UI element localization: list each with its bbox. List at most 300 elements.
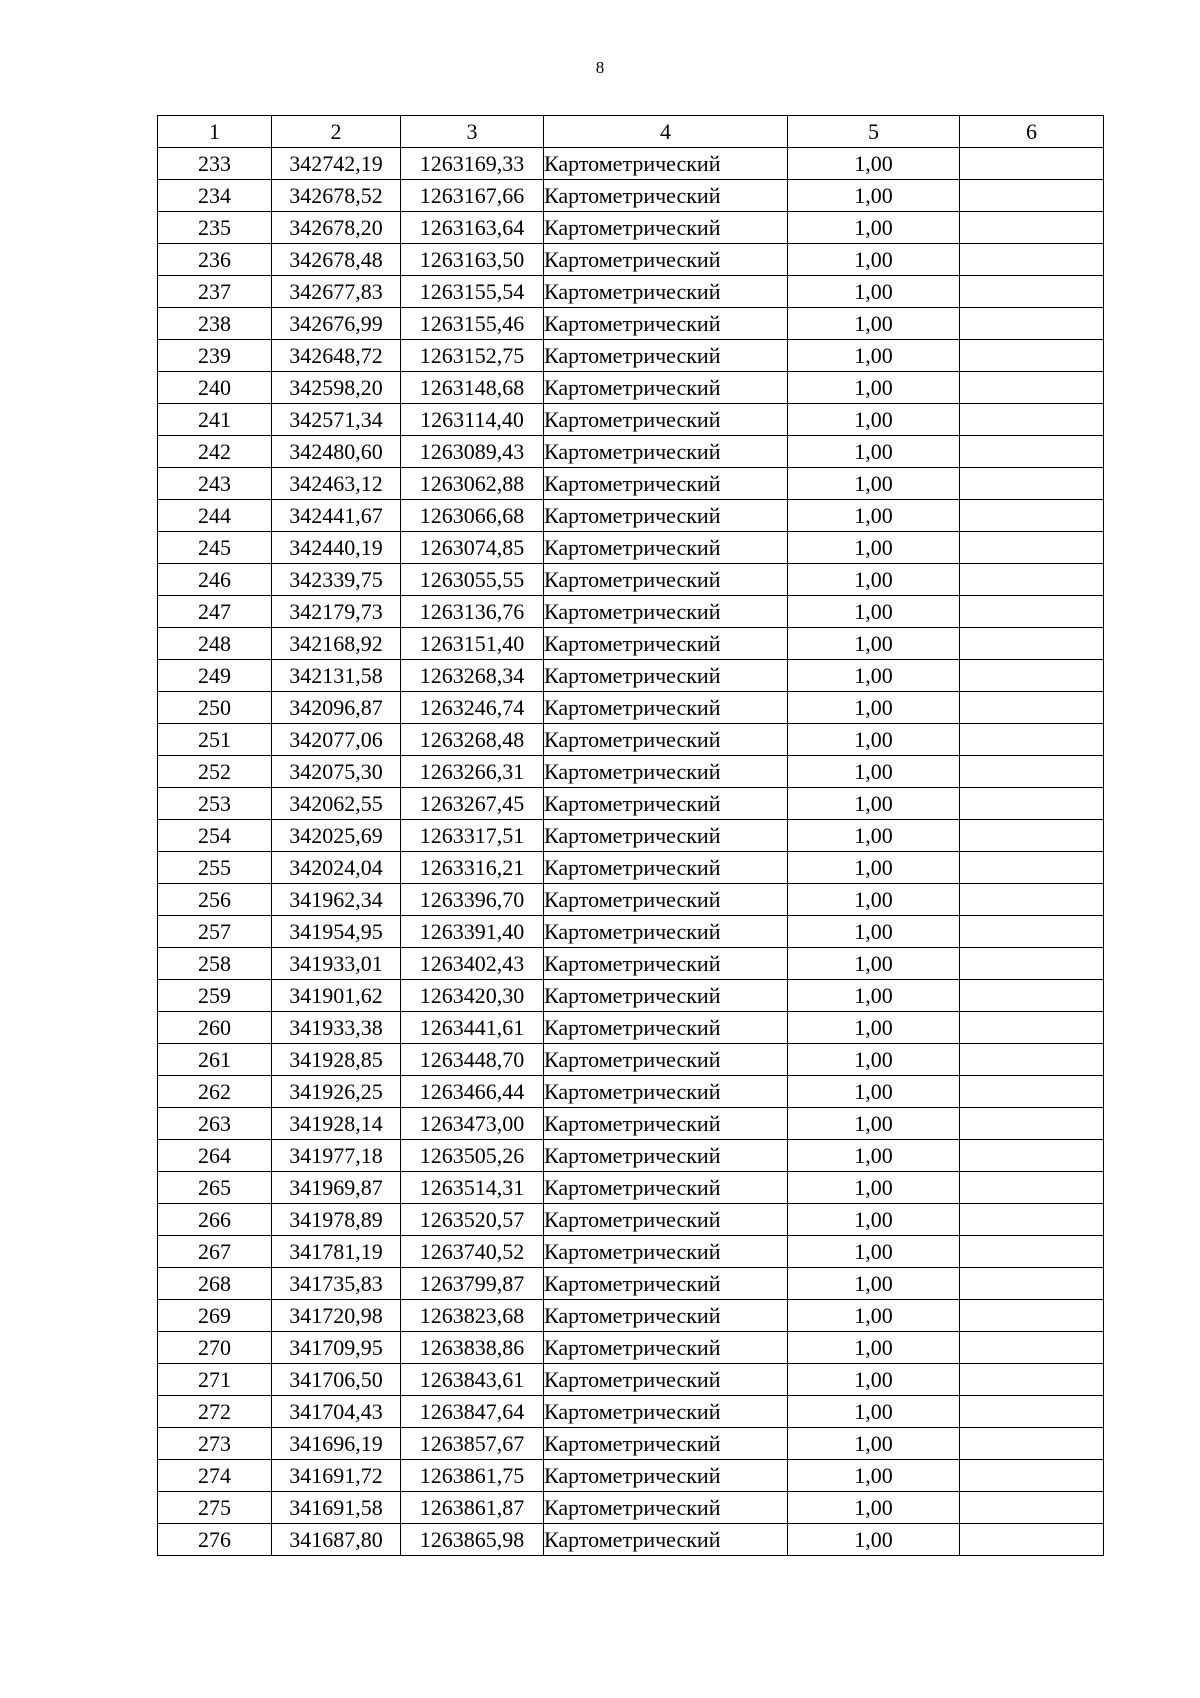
x-coordinate-cell: 341720,98 — [272, 1300, 401, 1332]
x-coordinate-cell: 342742,19 — [272, 148, 401, 180]
x-coordinate-cell: 341696,19 — [272, 1428, 401, 1460]
header-cell-1: 1 — [158, 116, 272, 148]
point-number-cell: 246 — [158, 564, 272, 596]
header-cell-6: 6 — [960, 116, 1104, 148]
method-cell: Картометрический — [544, 1396, 788, 1428]
x-coordinate-cell: 342096,87 — [272, 692, 401, 724]
extra-cell — [960, 372, 1104, 404]
extra-cell — [960, 1396, 1104, 1428]
method-cell: Картометрический — [544, 1172, 788, 1204]
point-number-cell: 256 — [158, 884, 272, 916]
method-cell: Картометрический — [544, 724, 788, 756]
accuracy-cell: 1,00 — [788, 692, 960, 724]
point-number-cell: 251 — [158, 724, 272, 756]
method-cell: Картометрический — [544, 532, 788, 564]
table-row — [158, 468, 1104, 500]
y-coordinate-cell: 1263155,46 — [401, 308, 544, 340]
extra-cell — [960, 276, 1104, 308]
x-coordinate-cell: 341928,14 — [272, 1108, 401, 1140]
method-cell: Картометрический — [544, 340, 788, 372]
point-number-cell: 245 — [158, 532, 272, 564]
table-row — [158, 1076, 1104, 1108]
accuracy-cell: 1,00 — [788, 468, 960, 500]
point-number-cell: 255 — [158, 852, 272, 884]
point-number-cell: 273 — [158, 1428, 272, 1460]
y-coordinate-cell: 1263823,68 — [401, 1300, 544, 1332]
method-cell: Картометрический — [544, 244, 788, 276]
point-number-cell: 269 — [158, 1300, 272, 1332]
y-coordinate-cell: 1263441,61 — [401, 1012, 544, 1044]
extra-cell — [960, 596, 1104, 628]
method-cell: Картометрический — [544, 276, 788, 308]
y-coordinate-cell: 1263151,40 — [401, 628, 544, 660]
accuracy-cell: 1,00 — [788, 276, 960, 308]
y-coordinate-cell: 1263155,54 — [401, 276, 544, 308]
accuracy-cell: 1,00 — [788, 756, 960, 788]
method-cell: Картометрический — [544, 756, 788, 788]
table-row — [158, 660, 1104, 692]
method-cell: Картометрический — [544, 1076, 788, 1108]
accuracy-cell: 1,00 — [788, 148, 960, 180]
table-row — [158, 916, 1104, 948]
x-coordinate-cell: 341954,95 — [272, 916, 401, 948]
table-row — [158, 948, 1104, 980]
accuracy-cell: 1,00 — [788, 724, 960, 756]
accuracy-cell: 1,00 — [788, 596, 960, 628]
y-coordinate-cell: 1263089,43 — [401, 436, 544, 468]
point-number-cell: 235 — [158, 212, 272, 244]
table-row — [158, 180, 1104, 212]
method-cell: Картометрический — [544, 660, 788, 692]
method-cell: Картометрический — [544, 404, 788, 436]
table-header — [158, 116, 1104, 148]
table-row — [158, 1428, 1104, 1460]
point-number-cell: 237 — [158, 276, 272, 308]
method-cell: Картометрический — [544, 500, 788, 532]
method-cell: Картометрический — [544, 820, 788, 852]
point-number-cell: 275 — [158, 1492, 272, 1524]
y-coordinate-cell: 1263402,43 — [401, 948, 544, 980]
method-cell: Картометрический — [544, 852, 788, 884]
y-coordinate-cell: 1263074,85 — [401, 532, 544, 564]
method-cell: Картометрический — [544, 628, 788, 660]
header-row — [158, 116, 1104, 148]
extra-cell — [960, 1364, 1104, 1396]
y-coordinate-cell: 1263520,57 — [401, 1204, 544, 1236]
table-row — [158, 308, 1104, 340]
x-coordinate-cell: 342677,83 — [272, 276, 401, 308]
y-coordinate-cell: 1263148,68 — [401, 372, 544, 404]
table-row — [158, 788, 1104, 820]
y-coordinate-cell: 1263066,68 — [401, 500, 544, 532]
extra-cell — [960, 308, 1104, 340]
y-coordinate-cell: 1263062,88 — [401, 468, 544, 500]
extra-cell — [960, 1140, 1104, 1172]
coordinates-table — [157, 115, 1104, 1556]
extra-cell — [960, 212, 1104, 244]
table-row — [158, 1268, 1104, 1300]
method-cell: Картометрический — [544, 1332, 788, 1364]
extra-cell — [960, 1524, 1104, 1556]
point-number-cell: 233 — [158, 148, 272, 180]
accuracy-cell: 1,00 — [788, 1300, 960, 1332]
point-number-cell: 257 — [158, 916, 272, 948]
method-cell: Картометрический — [544, 596, 788, 628]
y-coordinate-cell: 1263843,61 — [401, 1364, 544, 1396]
extra-cell — [960, 436, 1104, 468]
extra-cell — [960, 1268, 1104, 1300]
extra-cell — [960, 1460, 1104, 1492]
x-coordinate-cell: 341781,19 — [272, 1236, 401, 1268]
table-row — [158, 1012, 1104, 1044]
y-coordinate-cell: 1263114,40 — [401, 404, 544, 436]
header-cell-2: 2 — [272, 116, 401, 148]
point-number-cell: 262 — [158, 1076, 272, 1108]
table-row — [158, 1108, 1104, 1140]
accuracy-cell: 1,00 — [788, 1268, 960, 1300]
y-coordinate-cell: 1263865,98 — [401, 1524, 544, 1556]
y-coordinate-cell: 1263857,67 — [401, 1428, 544, 1460]
table-row — [158, 596, 1104, 628]
accuracy-cell: 1,00 — [788, 660, 960, 692]
accuracy-cell: 1,00 — [788, 1076, 960, 1108]
x-coordinate-cell: 342676,99 — [272, 308, 401, 340]
table-row — [158, 148, 1104, 180]
y-coordinate-cell: 1263396,70 — [401, 884, 544, 916]
y-coordinate-cell: 1263466,44 — [401, 1076, 544, 1108]
point-number-cell: 242 — [158, 436, 272, 468]
table-row — [158, 980, 1104, 1012]
method-cell: Картометрический — [544, 436, 788, 468]
accuracy-cell: 1,00 — [788, 212, 960, 244]
x-coordinate-cell: 341978,89 — [272, 1204, 401, 1236]
y-coordinate-cell: 1263505,26 — [401, 1140, 544, 1172]
table-row — [158, 724, 1104, 756]
accuracy-cell: 1,00 — [788, 1140, 960, 1172]
accuracy-cell: 1,00 — [788, 308, 960, 340]
extra-cell — [960, 500, 1104, 532]
table-row — [158, 212, 1104, 244]
extra-cell — [960, 340, 1104, 372]
x-coordinate-cell: 341901,62 — [272, 980, 401, 1012]
accuracy-cell: 1,00 — [788, 852, 960, 884]
y-coordinate-cell: 1263266,31 — [401, 756, 544, 788]
extra-cell — [960, 1300, 1104, 1332]
accuracy-cell: 1,00 — [788, 1332, 960, 1364]
extra-cell — [960, 404, 1104, 436]
table-row — [158, 852, 1104, 884]
point-number-cell: 276 — [158, 1524, 272, 1556]
y-coordinate-cell: 1263448,70 — [401, 1044, 544, 1076]
x-coordinate-cell: 342463,12 — [272, 468, 401, 500]
accuracy-cell: 1,00 — [788, 1524, 960, 1556]
y-coordinate-cell: 1263055,55 — [401, 564, 544, 596]
method-cell: Картометрический — [544, 564, 788, 596]
extra-cell — [960, 468, 1104, 500]
table-row — [158, 820, 1104, 852]
accuracy-cell: 1,00 — [788, 532, 960, 564]
accuracy-cell: 1,00 — [788, 372, 960, 404]
x-coordinate-cell: 341709,95 — [272, 1332, 401, 1364]
x-coordinate-cell: 342168,92 — [272, 628, 401, 660]
extra-cell — [960, 1428, 1104, 1460]
method-cell: Картометрический — [544, 788, 788, 820]
x-coordinate-cell: 341977,18 — [272, 1140, 401, 1172]
table-row — [158, 1300, 1104, 1332]
x-coordinate-cell: 342025,69 — [272, 820, 401, 852]
accuracy-cell: 1,00 — [788, 340, 960, 372]
x-coordinate-cell: 342131,58 — [272, 660, 401, 692]
extra-cell — [960, 1044, 1104, 1076]
y-coordinate-cell: 1263740,52 — [401, 1236, 544, 1268]
table-row — [158, 692, 1104, 724]
extra-cell — [960, 1076, 1104, 1108]
method-cell: Картометрический — [544, 1044, 788, 1076]
point-number-cell: 234 — [158, 180, 272, 212]
point-number-cell: 260 — [158, 1012, 272, 1044]
header-cell-5: 5 — [788, 116, 960, 148]
x-coordinate-cell: 342024,04 — [272, 852, 401, 884]
table-row — [158, 1460, 1104, 1492]
accuracy-cell: 1,00 — [788, 1492, 960, 1524]
point-number-cell: 247 — [158, 596, 272, 628]
table-row — [158, 756, 1104, 788]
x-coordinate-cell: 341706,50 — [272, 1364, 401, 1396]
extra-cell — [960, 724, 1104, 756]
accuracy-cell: 1,00 — [788, 500, 960, 532]
extra-cell — [960, 788, 1104, 820]
extra-cell — [960, 244, 1104, 276]
table-row — [158, 1172, 1104, 1204]
accuracy-cell: 1,00 — [788, 564, 960, 596]
extra-cell — [960, 1332, 1104, 1364]
table-row — [158, 244, 1104, 276]
table-row — [158, 1140, 1104, 1172]
table-row — [158, 1204, 1104, 1236]
x-coordinate-cell: 342179,73 — [272, 596, 401, 628]
point-number-cell: 254 — [158, 820, 272, 852]
point-number-cell: 265 — [158, 1172, 272, 1204]
point-number-cell: 243 — [158, 468, 272, 500]
table-row — [158, 340, 1104, 372]
y-coordinate-cell: 1263268,48 — [401, 724, 544, 756]
table-row — [158, 884, 1104, 916]
extra-cell — [960, 692, 1104, 724]
y-coordinate-cell: 1263514,31 — [401, 1172, 544, 1204]
extra-cell — [960, 884, 1104, 916]
accuracy-cell: 1,00 — [788, 1108, 960, 1140]
y-coordinate-cell: 1263420,30 — [401, 980, 544, 1012]
y-coordinate-cell: 1263152,75 — [401, 340, 544, 372]
point-number-cell: 259 — [158, 980, 272, 1012]
y-coordinate-cell: 1263167,66 — [401, 180, 544, 212]
method-cell: Картометрический — [544, 1140, 788, 1172]
x-coordinate-cell: 341687,80 — [272, 1524, 401, 1556]
accuracy-cell: 1,00 — [788, 1044, 960, 1076]
point-number-cell: 266 — [158, 1204, 272, 1236]
method-cell: Картометрический — [544, 372, 788, 404]
extra-cell — [960, 1172, 1104, 1204]
extra-cell — [960, 948, 1104, 980]
header-cell-3: 3 — [401, 116, 544, 148]
y-coordinate-cell: 1263163,50 — [401, 244, 544, 276]
method-cell: Картометрический — [544, 1492, 788, 1524]
x-coordinate-cell: 341933,38 — [272, 1012, 401, 1044]
x-coordinate-cell: 342678,52 — [272, 180, 401, 212]
point-number-cell: 249 — [158, 660, 272, 692]
point-number-cell: 252 — [158, 756, 272, 788]
accuracy-cell: 1,00 — [788, 1172, 960, 1204]
accuracy-cell: 1,00 — [788, 244, 960, 276]
extra-cell — [960, 1492, 1104, 1524]
table-row — [158, 1492, 1104, 1524]
x-coordinate-cell: 342440,19 — [272, 532, 401, 564]
accuracy-cell: 1,00 — [788, 1204, 960, 1236]
table-row — [158, 564, 1104, 596]
point-number-cell: 253 — [158, 788, 272, 820]
y-coordinate-cell: 1263316,21 — [401, 852, 544, 884]
x-coordinate-cell: 341691,58 — [272, 1492, 401, 1524]
point-number-cell: 238 — [158, 308, 272, 340]
x-coordinate-cell: 342648,72 — [272, 340, 401, 372]
method-cell: Картометрический — [544, 1236, 788, 1268]
extra-cell — [960, 916, 1104, 948]
x-coordinate-cell: 342678,48 — [272, 244, 401, 276]
accuracy-cell: 1,00 — [788, 1236, 960, 1268]
x-coordinate-cell: 342678,20 — [272, 212, 401, 244]
accuracy-cell: 1,00 — [788, 180, 960, 212]
extra-cell — [960, 852, 1104, 884]
point-number-cell: 270 — [158, 1332, 272, 1364]
point-number-cell: 268 — [158, 1268, 272, 1300]
method-cell: Картометрический — [544, 212, 788, 244]
y-coordinate-cell: 1263391,40 — [401, 916, 544, 948]
method-cell: Картометрический — [544, 1524, 788, 1556]
table-row — [158, 1396, 1104, 1428]
x-coordinate-cell: 342571,34 — [272, 404, 401, 436]
method-cell: Картометрический — [544, 1204, 788, 1236]
accuracy-cell: 1,00 — [788, 1396, 960, 1428]
method-cell: Картометрический — [544, 692, 788, 724]
page-number: 8 — [595, 58, 605, 77]
y-coordinate-cell: 1263317,51 — [401, 820, 544, 852]
method-cell: Картометрический — [544, 180, 788, 212]
x-coordinate-cell: 341735,83 — [272, 1268, 401, 1300]
accuracy-cell: 1,00 — [788, 788, 960, 820]
point-number-cell: 258 — [158, 948, 272, 980]
extra-cell — [960, 148, 1104, 180]
table-row — [158, 628, 1104, 660]
y-coordinate-cell: 1263136,76 — [401, 596, 544, 628]
point-number-cell: 274 — [158, 1460, 272, 1492]
accuracy-cell: 1,00 — [788, 980, 960, 1012]
accuracy-cell: 1,00 — [788, 436, 960, 468]
point-number-cell: 263 — [158, 1108, 272, 1140]
extra-cell — [960, 1236, 1104, 1268]
extra-cell — [960, 628, 1104, 660]
x-coordinate-cell: 341704,43 — [272, 1396, 401, 1428]
y-coordinate-cell: 1263169,33 — [401, 148, 544, 180]
y-coordinate-cell: 1263838,86 — [401, 1332, 544, 1364]
method-cell: Картометрический — [544, 980, 788, 1012]
accuracy-cell: 1,00 — [788, 884, 960, 916]
extra-cell — [960, 756, 1104, 788]
table-row — [158, 436, 1104, 468]
extra-cell — [960, 180, 1104, 212]
accuracy-cell: 1,00 — [788, 820, 960, 852]
y-coordinate-cell: 1263268,34 — [401, 660, 544, 692]
accuracy-cell: 1,00 — [788, 1460, 960, 1492]
method-cell: Картометрический — [544, 1300, 788, 1332]
point-number-cell: 241 — [158, 404, 272, 436]
y-coordinate-cell: 1263861,75 — [401, 1460, 544, 1492]
y-coordinate-cell: 1263473,00 — [401, 1108, 544, 1140]
method-cell: Картометрический — [544, 148, 788, 180]
method-cell: Картометрический — [544, 308, 788, 340]
table-row — [158, 1044, 1104, 1076]
point-number-cell: 267 — [158, 1236, 272, 1268]
method-cell: Картометрический — [544, 884, 788, 916]
y-coordinate-cell: 1263861,87 — [401, 1492, 544, 1524]
x-coordinate-cell: 342339,75 — [272, 564, 401, 596]
method-cell: Картометрический — [544, 916, 788, 948]
accuracy-cell: 1,00 — [788, 916, 960, 948]
table-body — [158, 148, 1104, 1556]
extra-cell — [960, 532, 1104, 564]
y-coordinate-cell: 1263799,87 — [401, 1268, 544, 1300]
x-coordinate-cell: 342062,55 — [272, 788, 401, 820]
method-cell: Картометрический — [544, 1268, 788, 1300]
table-row — [158, 276, 1104, 308]
table-row — [158, 532, 1104, 564]
x-coordinate-cell: 342441,67 — [272, 500, 401, 532]
table-row — [158, 1364, 1104, 1396]
point-number-cell: 240 — [158, 372, 272, 404]
method-cell: Картометрический — [544, 1364, 788, 1396]
extra-cell — [960, 1108, 1104, 1140]
method-cell: Картометрический — [544, 468, 788, 500]
x-coordinate-cell: 341928,85 — [272, 1044, 401, 1076]
y-coordinate-cell: 1263847,64 — [401, 1396, 544, 1428]
point-number-cell: 250 — [158, 692, 272, 724]
table-row — [158, 1236, 1104, 1268]
extra-cell — [960, 660, 1104, 692]
accuracy-cell: 1,00 — [788, 404, 960, 436]
x-coordinate-cell: 342077,06 — [272, 724, 401, 756]
extra-cell — [960, 980, 1104, 1012]
accuracy-cell: 1,00 — [788, 948, 960, 980]
method-cell: Картометрический — [544, 1108, 788, 1140]
extra-cell — [960, 1012, 1104, 1044]
table-row — [158, 404, 1104, 436]
method-cell: Картометрический — [544, 1428, 788, 1460]
x-coordinate-cell: 341962,34 — [272, 884, 401, 916]
extra-cell — [960, 564, 1104, 596]
table-row — [158, 1524, 1104, 1556]
method-cell: Картометрический — [544, 948, 788, 980]
x-coordinate-cell: 342480,60 — [272, 436, 401, 468]
point-number-cell: 272 — [158, 1396, 272, 1428]
accuracy-cell: 1,00 — [788, 1012, 960, 1044]
point-number-cell: 264 — [158, 1140, 272, 1172]
point-number-cell: 244 — [158, 500, 272, 532]
x-coordinate-cell: 341969,87 — [272, 1172, 401, 1204]
point-number-cell: 248 — [158, 628, 272, 660]
table-row — [158, 372, 1104, 404]
x-coordinate-cell: 342598,20 — [272, 372, 401, 404]
extra-cell — [960, 820, 1104, 852]
point-number-cell: 239 — [158, 340, 272, 372]
